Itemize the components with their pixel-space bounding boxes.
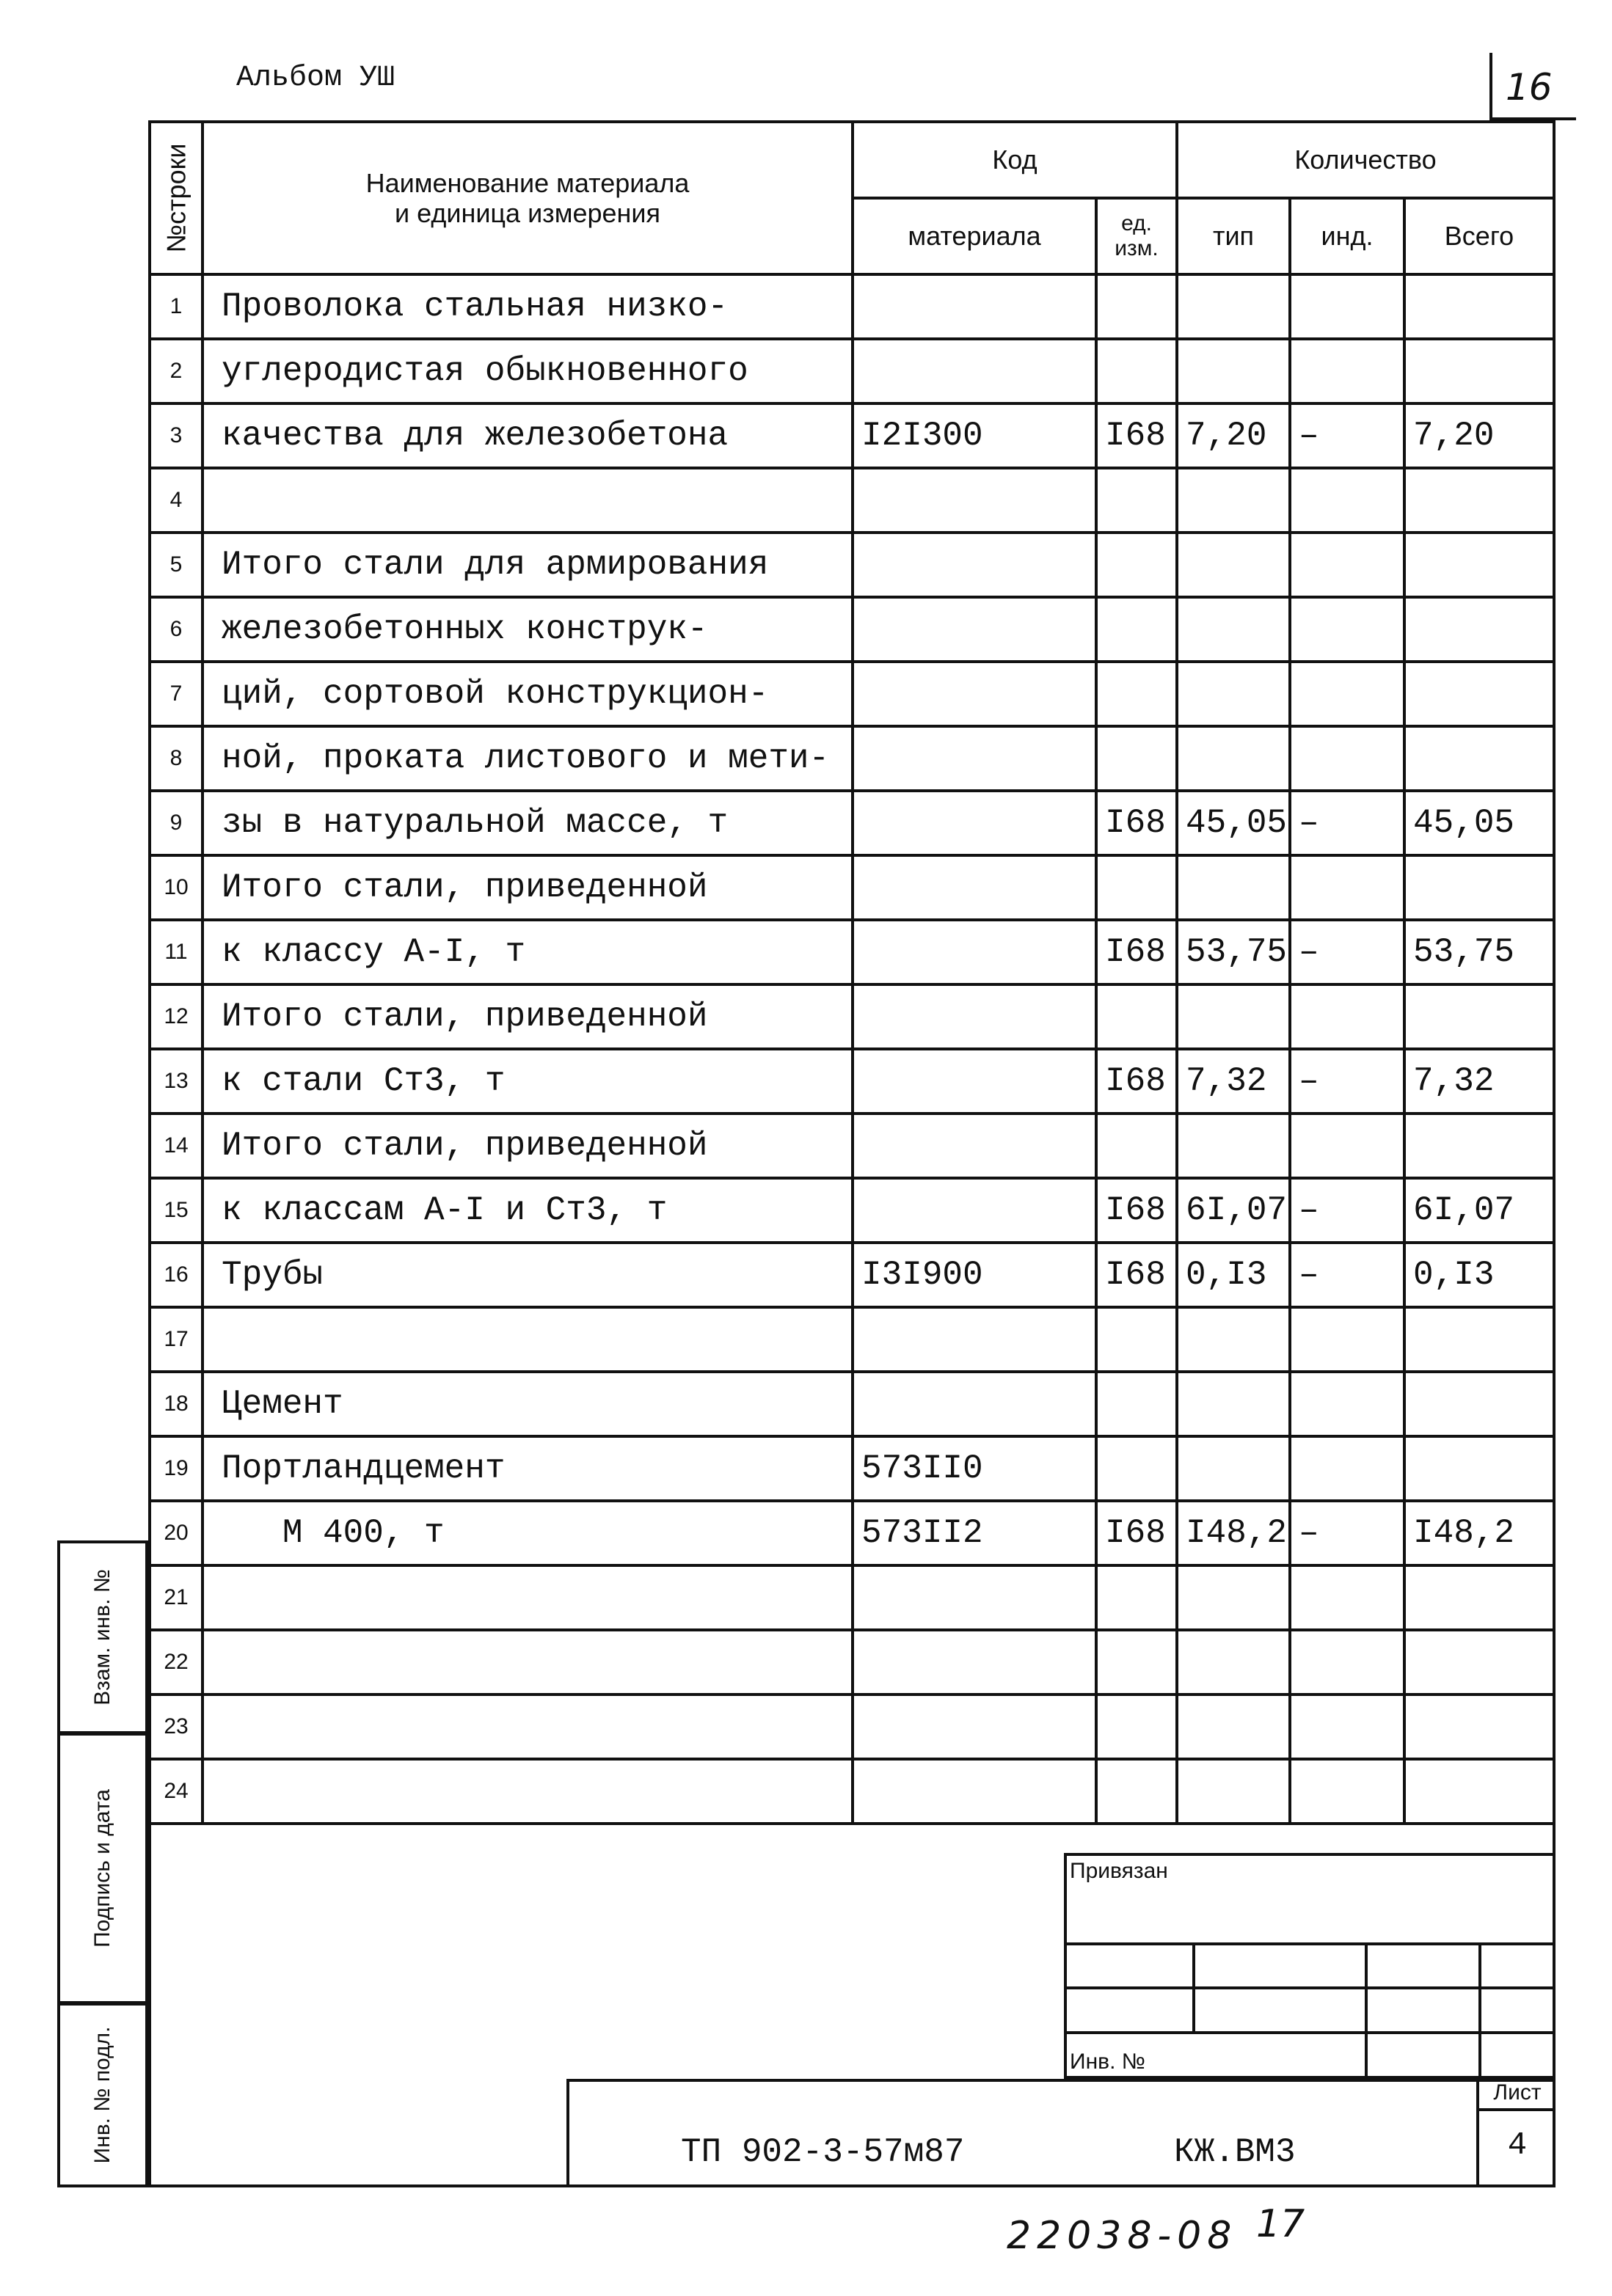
quantity-ind-cell [1290,855,1404,920]
material-code-cell: 573II2 [853,1501,1096,1565]
quantity-total-cell [1404,533,1554,597]
side-label-inv: Инв. № подл. [90,2026,114,2164]
quantity-type-cell [1177,1565,1290,1630]
material-name-cell: железобетонных конструк- [203,597,853,662]
row-number-cell: 5 [150,533,203,597]
row-number-cell: 9 [150,791,203,855]
material-name-cell: углеродистая обыкновенного [203,339,853,403]
quantity-total-cell [1404,1372,1554,1436]
quantity-type-cell: 6I,07 [1177,1178,1290,1243]
row-number-cell: 15 [150,1178,203,1243]
side-label-vzam: Взам. инв. № [90,1569,114,1705]
table-row [150,791,1554,855]
material-name-cell: ной, проката листового и мети- [203,726,853,791]
quantity-ind-cell [1290,1307,1404,1372]
sheet-mark-divider [1489,53,1492,120]
material-code-cell [853,1307,1096,1372]
quantity-type-cell [1177,1372,1290,1436]
quantity-ind-cell [1290,1372,1404,1436]
table-row [150,339,1554,403]
quantity-ind-cell [1290,1630,1404,1694]
row-number-cell: 20 [150,1501,203,1565]
material-name-cell: ций, сортовой конструкцион- [203,662,853,726]
material-name-cell: М 400, т [203,1501,853,1565]
footer-page: 17 [1256,2202,1305,2246]
material-code-cell [853,468,1096,533]
material-name-cell: Итого стали, приведенной [203,1114,853,1178]
row-number-cell: 19 [150,1436,203,1501]
quantity-total-cell [1404,1307,1554,1372]
sheet-box [1476,2079,1556,2187]
quantity-total-cell: 0,I3 [1404,1243,1554,1307]
code-material-header: материала [853,198,1096,274]
quantity-ind-cell [1290,597,1404,662]
quantity-ind-cell [1290,1436,1404,1501]
quantity-type-cell: 53,75 [1177,920,1290,984]
quantity-total-cell: 7,20 [1404,403,1554,468]
quantity-type-cell [1177,274,1290,339]
quantity-total-cell [1404,1436,1554,1501]
row-number-cell: 16 [150,1243,203,1307]
material-code-cell [853,984,1096,1049]
stamp-privyazan [1064,1853,1556,2079]
material-name-cell: к классу А-I, т [203,920,853,984]
document-mark: КЖ.ВМ3 [1174,2133,1296,2171]
quantity-type-cell: 7,32 [1177,1049,1290,1114]
row-number-cell: 14 [150,1114,203,1178]
quantity-total-cell: 6I,07 [1404,1178,1554,1243]
quantity-type-cell [1177,662,1290,726]
table-row [150,403,1554,468]
quantity-type-cell: 45,05 [1177,791,1290,855]
table-row [150,1630,1554,1694]
row-number-cell: 12 [150,984,203,1049]
table-row [150,1436,1554,1501]
document-code: ТП 902-3-57м87 [681,2133,965,2171]
material-name-cell: Итого стали, приведенной [203,984,853,1049]
sheet-label: Лист [1479,2080,1556,2111]
unit-code-cell [1096,468,1177,533]
row-number-cell: 4 [150,468,203,533]
table-row [150,1114,1554,1178]
materials-table [148,120,1556,1825]
table-row [150,1565,1554,1630]
material-name-cell: Итого стали для армирования [203,533,853,597]
quantity-header: Количество [1177,122,1554,198]
quantity-type-cell [1177,468,1290,533]
material-name-cell: Проволока стальная низко- [203,274,853,339]
footer-number: 22038-08 [1007,2214,1238,2258]
material-code-cell [853,339,1096,403]
unit-code-cell [1096,1565,1177,1630]
quantity-total-header: Всего [1404,198,1554,274]
quantity-ind-header: инд. [1290,198,1404,274]
material-code-cell [853,274,1096,339]
unit-code-cell [1096,1114,1177,1178]
material-code-cell [853,1049,1096,1114]
material-code-cell [853,1178,1096,1243]
unit-code-cell [1096,662,1177,726]
row-number-cell: 6 [150,597,203,662]
row-number-cell: 1 [150,274,203,339]
quantity-total-cell [1404,855,1554,920]
unit-code-cell [1096,855,1177,920]
album-title: Альбом УШ [236,62,395,95]
material-name-cell [203,468,853,533]
unit-code-cell: I68 [1096,1501,1177,1565]
unit-code-cell: I68 [1096,1178,1177,1243]
material-code-cell [853,533,1096,597]
material-name-cell [203,1630,853,1694]
table-row [150,597,1554,662]
table-row [150,662,1554,726]
side-label-podpis: Подпись и дата [90,1789,114,1948]
quantity-total-cell: I48,2 [1404,1501,1554,1565]
material-code-cell [853,726,1096,791]
quantity-ind-cell [1290,662,1404,726]
quantity-type-cell [1177,533,1290,597]
material-name-cell [203,1307,853,1372]
row-number-cell: 21 [150,1565,203,1630]
table-row [150,920,1554,984]
quantity-type-cell [1177,1307,1290,1372]
row-number-cell: 24 [150,1759,203,1824]
row-number-cell: 8 [150,726,203,791]
quantity-total-cell [1404,662,1554,726]
unit-code-cell [1096,339,1177,403]
unit-code-cell: I68 [1096,1243,1177,1307]
unit-code-cell [1096,533,1177,597]
quantity-type-cell [1177,1114,1290,1178]
side-box-podpis [57,1733,148,2004]
unit-code-cell [1096,1307,1177,1372]
table-row [150,726,1554,791]
material-name-cell: Портландцемент [203,1436,853,1501]
quantity-ind-cell [1290,274,1404,339]
quantity-ind-cell [1290,533,1404,597]
table-row [150,274,1554,339]
unit-code-cell [1096,726,1177,791]
code-unit-header: ед. изм. [1096,198,1177,274]
quantity-ind-cell [1290,468,1404,533]
quantity-type-cell [1177,984,1290,1049]
quantity-total-cell: 45,05 [1404,791,1554,855]
side-box-vzam [57,1540,148,1734]
code-header: Код [853,122,1177,198]
row-number-cell: 2 [150,339,203,403]
table-body [150,274,1554,1824]
row-number-cell: 23 [150,1694,203,1759]
material-name-cell: Цемент [203,1372,853,1436]
row-number-cell: 10 [150,855,203,920]
quantity-total-cell: 53,75 [1404,920,1554,984]
unit-code-cell: I68 [1096,920,1177,984]
material-code-cell [853,920,1096,984]
quantity-ind-cell [1290,984,1404,1049]
quantity-total-cell [1404,597,1554,662]
material-name-cell: к классам А-I и Ст3, т [203,1178,853,1243]
unit-code-cell [1096,597,1177,662]
material-name-cell: Итого стали, приведенной [203,855,853,920]
quantity-type-cell [1177,726,1290,791]
material-code-cell [853,662,1096,726]
table-row [150,533,1554,597]
material-code-cell: I3I900 [853,1243,1096,1307]
table-row [150,1307,1554,1372]
material-code-cell [853,1372,1096,1436]
material-name-cell: к стали Ст3, т [203,1049,853,1114]
material-name-cell [203,1565,853,1630]
quantity-type-cell: 0,I3 [1177,1243,1290,1307]
quantity-ind-cell [1290,339,1404,403]
row-number-cell: 22 [150,1630,203,1694]
quantity-type-cell [1177,339,1290,403]
quantity-total-cell: 7,32 [1404,1049,1554,1114]
quantity-ind-cell: – [1290,403,1404,468]
quantity-total-cell [1404,1630,1554,1694]
material-code-cell [853,1630,1096,1694]
row-number-cell: 11 [150,920,203,984]
quantity-total-cell [1404,339,1554,403]
quantity-type-header: тип [1177,198,1290,274]
side-box-inv [57,2003,148,2187]
material-code-cell: 573II0 [853,1436,1096,1501]
table-row [150,984,1554,1049]
row-number-cell: 18 [150,1372,203,1436]
quantity-ind-cell: – [1290,1178,1404,1243]
quantity-type-cell [1177,1630,1290,1694]
material-code-cell [853,791,1096,855]
material-code-cell [853,1565,1096,1630]
unit-code-cell: I68 [1096,403,1177,468]
row-number-header: №строки [150,122,203,274]
material-code-cell: I2I300 [853,403,1096,468]
table-row [150,1049,1554,1114]
quantity-type-cell: I48,2 [1177,1501,1290,1565]
table-row [150,1501,1554,1565]
quantity-ind-cell [1290,1114,1404,1178]
material-name-cell: Трубы [203,1243,853,1307]
quantity-type-cell: 7,20 [1177,403,1290,468]
row-number-cell: 17 [150,1307,203,1372]
quantity-ind-cell [1290,1565,1404,1630]
row-number-cell: 3 [150,403,203,468]
table-row [150,468,1554,533]
material-name-cell: качества для железобетона [203,403,853,468]
quantity-type-cell [1177,597,1290,662]
unit-code-cell [1096,1630,1177,1694]
quantity-ind-cell: – [1290,791,1404,855]
unit-code-cell: I68 [1096,791,1177,855]
table-row [150,1243,1554,1307]
quantity-ind-cell: – [1290,1049,1404,1114]
material-code-cell [853,1114,1096,1178]
quantity-type-cell [1177,1436,1290,1501]
material-code-cell [853,597,1096,662]
quantity-total-cell [1404,274,1554,339]
quantity-total-cell [1404,1565,1554,1630]
unit-code-cell [1096,984,1177,1049]
quantity-total-cell [1404,726,1554,791]
name-header: Наименование материала и единица измерения [203,122,853,274]
sheet-number: 4 [1507,2127,1528,2164]
inv-no-label: Инв. № [1065,2033,1366,2077]
quantity-total-cell [1404,1114,1554,1178]
quantity-ind-cell: – [1290,1243,1404,1307]
unit-code-cell [1096,1436,1177,1501]
privyazan-label: Привязан [1065,1854,1554,1944]
unit-code-cell: I68 [1096,1049,1177,1114]
table-row [150,855,1554,920]
row-number-cell: 7 [150,662,203,726]
quantity-ind-cell [1290,726,1404,791]
quantity-type-cell [1177,855,1290,920]
table-row [150,1178,1554,1243]
quantity-ind-cell: – [1290,920,1404,984]
quantity-ind-cell: – [1290,1501,1404,1565]
row-number-cell: 13 [150,1049,203,1114]
sheet-mark: 16 [1506,66,1553,109]
quantity-total-cell [1404,984,1554,1049]
unit-code-cell [1096,274,1177,339]
unit-code-cell [1096,1372,1177,1436]
material-name-cell: зы в натуральной массе, т [203,791,853,855]
table-row [150,1372,1554,1436]
quantity-total-cell [1404,468,1554,533]
material-code-cell [853,855,1096,920]
